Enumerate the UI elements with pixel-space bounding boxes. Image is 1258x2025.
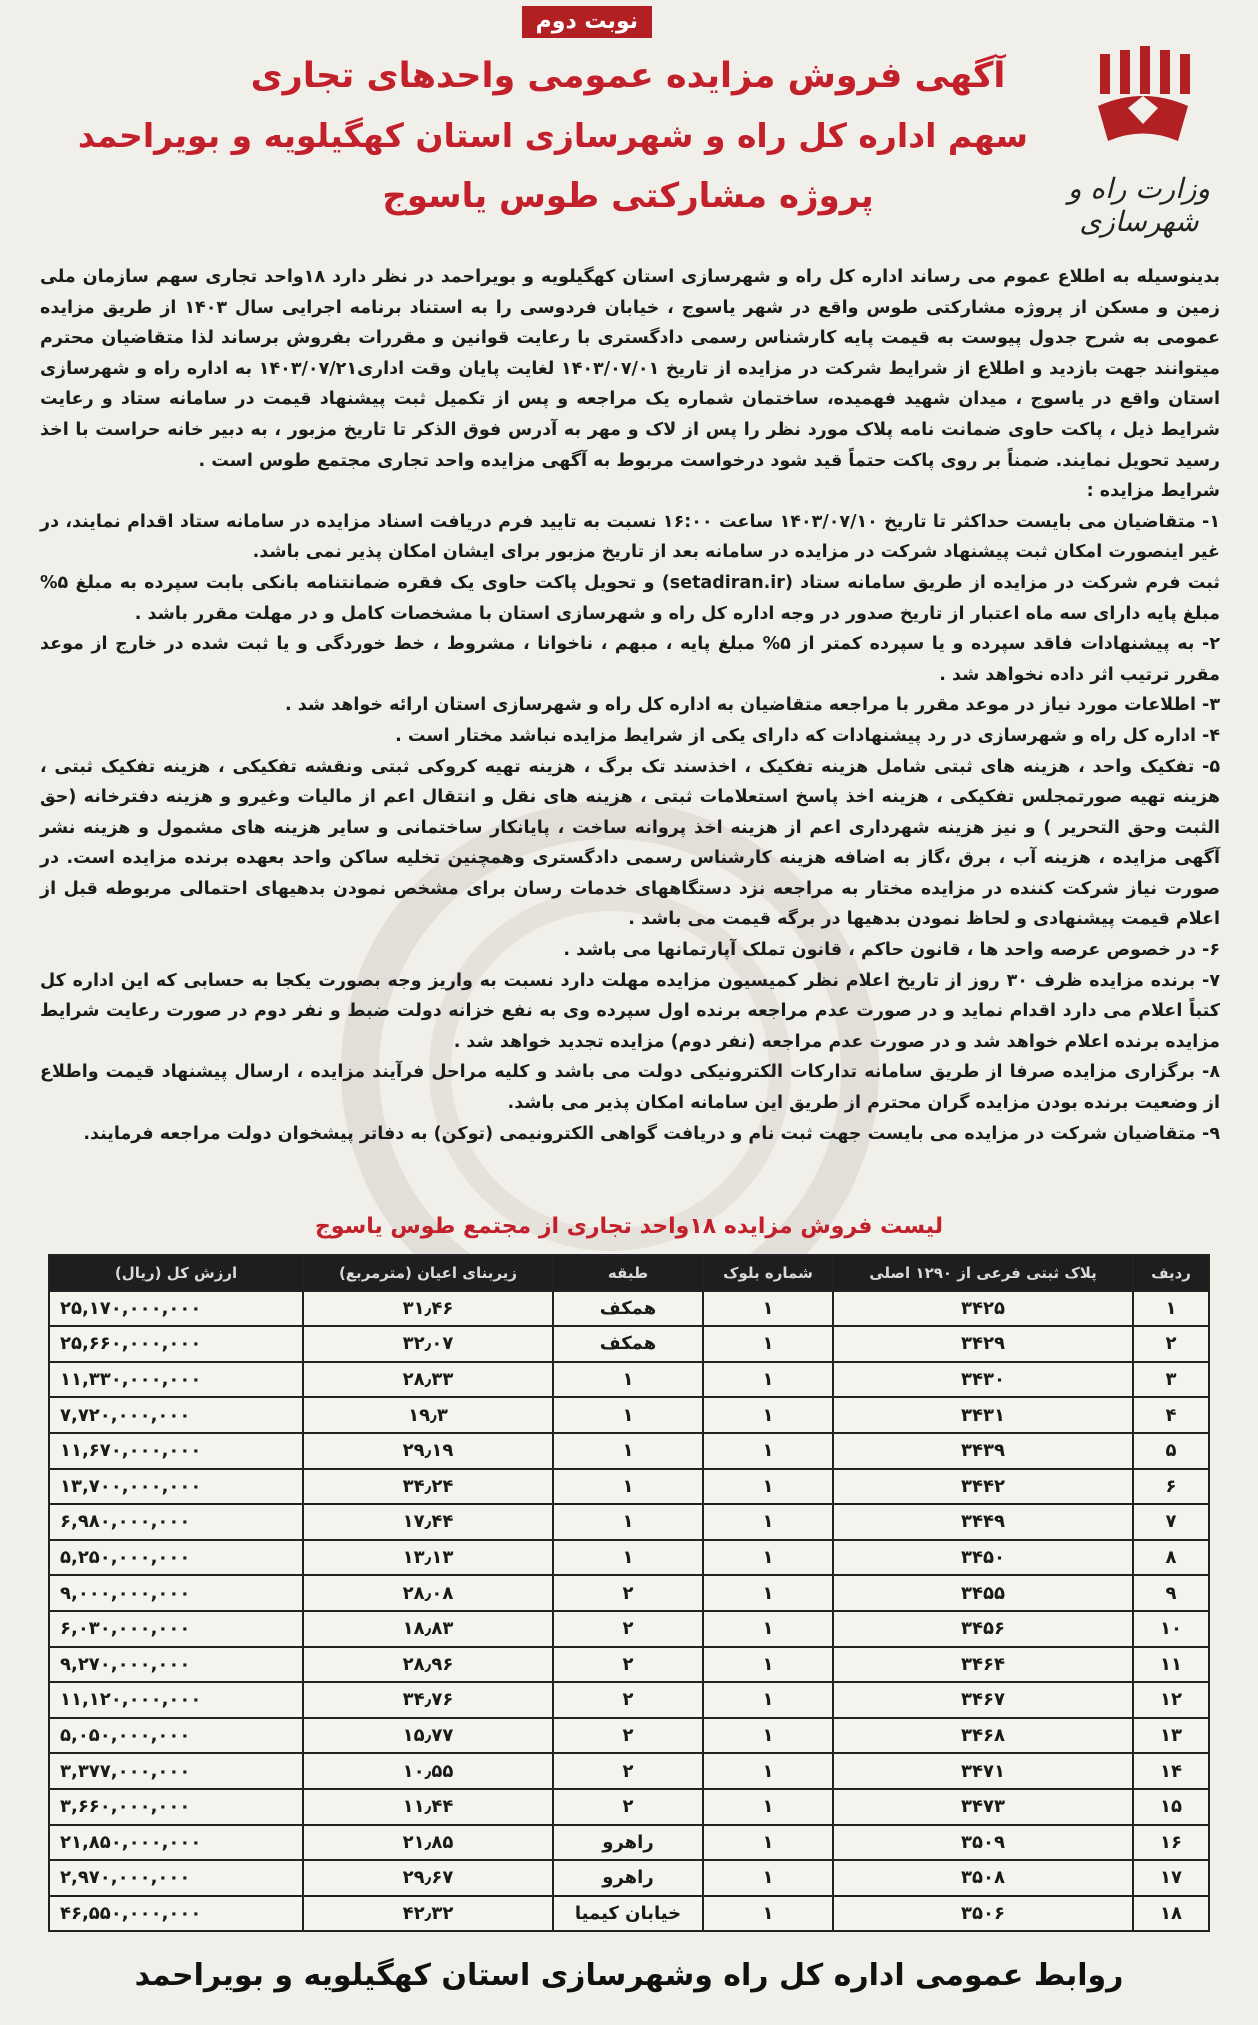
cell-block-number: ۱: [703, 1611, 833, 1647]
cell-plate-number: ۳۴۵۰: [833, 1540, 1133, 1576]
cell-block-number: ۱: [703, 1433, 833, 1469]
cell-plate-number: ۳۴۶۸: [833, 1718, 1133, 1754]
cell-plate-number: ۳۴۵۵: [833, 1575, 1133, 1611]
cell-value: ۵,۰۵۰,۰۰۰,۰۰۰: [49, 1718, 303, 1754]
cell-row-number: ۱: [1133, 1291, 1209, 1327]
cell-value: ۶,۹۸۰,۰۰۰,۰۰۰: [49, 1504, 303, 1540]
condition-5: ۵- تفکیک واحد ، هزینه های ثبتی شامل هزینه تفکیک ، اخذسند تک برگ ، هزینه تهیه کروکی ثبتی ونقشه تفکیکی ، هزینه تفکیک ثبتی ، هزینه تهیه صورتمجلس تفکیکی ، هزینه اخذ پاسخ استعلامات ثبتی ، هزینه های نقل و انتقال اعم از مالیات وغیرو و هزینه دفترخانه (حق الثبت وحق التحریر ) و نیز هزینه شهرداری اعم از هزینه اخذ پروانه ساخت ، پایانکار ساختمانی و سایر هزینه های مشمول و هزینه نشر آگهی مزایده ، هزینه آب ، برق ،گاز به اضافه هزینه کارشناس رسمی دادگستری وهمچنین تخلیه ساکن واحد بعهده برنده مزایده است. در صورت نیاز شرکت کننده در مزایده مختار به مراجعه نزد دستگاههای خدمات رسان برای مشخص نمودن بدهیهای احتمالی مربوطه قبل از اعلام قیمت پیشنهادی و لحاظ نمودن بدهیها در برگه قیمت می باشد .: [40, 756, 1220, 930]
table-row: [49, 1575, 1209, 1611]
cell-value: ۲۵,۱۷۰,۰۰۰,۰۰۰: [49, 1291, 303, 1327]
cell-row-number: ۱۲: [1133, 1682, 1209, 1718]
table-row: [49, 1753, 1209, 1789]
ministry-emblem-icon: [1088, 46, 1198, 146]
condition-3: ۳- اطلاعات مورد نیاز در موعد مقرر با مراجعه متقاضیان به اداره کل راه و شهرسازی استان ارائه خواهد شد .: [285, 695, 1220, 716]
cell-block-number: ۱: [703, 1647, 833, 1683]
col-header-value: ارزش کل (ریال): [49, 1255, 303, 1291]
cell-row-number: ۲: [1133, 1326, 1209, 1362]
col-header-block: شماره بلوک: [703, 1255, 833, 1291]
cell-value: ۵,۲۵۰,۰۰۰,۰۰۰: [49, 1540, 303, 1576]
cell-block-number: ۱: [703, 1896, 833, 1932]
edition-badge: نوبت دوم: [522, 6, 652, 38]
cell-block-number: ۱: [703, 1682, 833, 1718]
cell-block-number: ۱: [703, 1540, 833, 1576]
cell-value: ۲۱,۸۵۰,۰۰۰,۰۰۰: [49, 1825, 303, 1861]
cell-row-number: ۳: [1133, 1362, 1209, 1398]
cell-block-number: ۱: [703, 1326, 833, 1362]
title-block: [77, 46, 1028, 226]
cell-block-number: ۱: [703, 1504, 833, 1540]
cell-area: ۳۱٫۴۶: [303, 1291, 553, 1327]
cell-floor: راهرو: [553, 1825, 703, 1861]
cell-area: ۲۹٫۱۹: [303, 1433, 553, 1469]
table-row: [49, 1860, 1209, 1896]
cell-block-number: ۱: [703, 1469, 833, 1505]
cell-plate-number: ۳۴۳۱: [833, 1397, 1133, 1433]
table-row: [49, 1789, 1209, 1825]
cell-plate-number: ۳۴۶۴: [833, 1647, 1133, 1683]
cell-value: ۱۱,۳۳۰,۰۰۰,۰۰۰: [49, 1362, 303, 1398]
cell-floor: همکف: [553, 1326, 703, 1362]
cell-block-number: ۱: [703, 1753, 833, 1789]
col-header-plate: پلاک ثبتی فرعی از ۱۲۹۰ اصلی: [833, 1255, 1133, 1291]
cell-floor: ۲: [553, 1789, 703, 1825]
table-row: [49, 1291, 1209, 1327]
cell-value: ۲۵,۶۶۰,۰۰۰,۰۰۰: [49, 1326, 303, 1362]
cell-floor: ۲: [553, 1682, 703, 1718]
cell-row-number: ۶: [1133, 1469, 1209, 1505]
cell-value: ۱۳,۷۰۰,۰۰۰,۰۰۰: [49, 1469, 303, 1505]
intro-paragraph: بدینوسیله به اطلاع عموم می رساند اداره کل راه و شهرسازی استان کهگیلویه و بویراحمد در نظر دارد ۱۸واحد تجاری سهم سازمان ملی زمین و مسکن از پروژه مشارکتی طوس واقع در شهر یاسوج ، خیابان فردوسی را به استناد برنامه اجرایی سال ۱۴۰۳ از طریق مزایده عمومی به شرح جدول پیوست به قیمت پایه کارشناس رسمی دادگستری با رعایت قوانین و مقررات بفروش برساند لذا متقاضیان محترم میتوانند جهت بازدید و اطلاع از شرایط شرکت در مزایده از تاریخ ۱۴۰۳/۰۷/۰۱ لغایت پایان وقت اداری۱۴۰۳/۰۷/۲۱ به اداره راه و شهرسازی استان واقع در یاسوج ، میدان شهید فهمیده، ساختمان شماره یک مراجعه و پس از تکمیل ثبت پیشنهاد قیمت در سامانه ستاد و رعایت شرایط ذیل ، پاکت حاوی ضمانت نامه پلاک مورد نظر را پس از لاک و مهر به آدرس فوق الذکر تا تاریخ مزبور ، به دبیر خانه حراست با اخذ رسید تحویل نمایند. ضمناً بر روی پاکت حتماً قید شود درخواست مربوط به آگهی مزایده واحد تجاری مجتمع طوس است .: [40, 267, 1221, 471]
cell-area: ۱۱٫۴۴: [303, 1789, 553, 1825]
cell-row-number: ۱۴: [1133, 1753, 1209, 1789]
conditions-heading: شرایط مزایده :: [1086, 481, 1220, 502]
ministry-name: وزارت راه و شهرسازی: [1068, 172, 1210, 238]
col-header-floor: طبقه: [553, 1255, 703, 1291]
cell-plate-number: ۳۵۰۶: [833, 1896, 1133, 1932]
title-line-1: آگهی فروش مزایده عمومی واحدهای تجاری: [250, 56, 1006, 96]
cell-value: ۱۱,۱۲۰,۰۰۰,۰۰۰: [49, 1682, 303, 1718]
cell-floor: ۲: [553, 1575, 703, 1611]
cell-value: ۶,۰۳۰,۰۰۰,۰۰۰: [49, 1611, 303, 1647]
cell-area: ۳۲٫۰۷: [303, 1326, 553, 1362]
condition-1b: [40, 568, 1220, 629]
announcement-body: [40, 262, 1220, 1149]
table-row: [49, 1611, 1209, 1647]
cell-area: ۲۱٫۸۵: [303, 1825, 553, 1861]
cell-block-number: ۱: [703, 1825, 833, 1861]
cell-plate-number: ۳۴۳۰: [833, 1362, 1133, 1398]
cell-value: ۴۶,۵۵۰,۰۰۰,۰۰۰: [49, 1896, 303, 1932]
cell-plate-number: ۳۴۵۶: [833, 1611, 1133, 1647]
condition-1b-part1: ثبت فرم شرکت در مزایده از طریق سامانه ستاد (: [784, 572, 1220, 593]
cell-plate-number: ۳۴۲۹: [833, 1326, 1133, 1362]
cell-area: ۲۹٫۶۷: [303, 1860, 553, 1896]
cell-block-number: ۱: [703, 1789, 833, 1825]
table-row: [49, 1397, 1209, 1433]
condition-4: ۴- اداره کل راه و شهرسازی در رد پیشنهادات که دارای یکی از شرایط مزایده نباشد مختار است .: [395, 725, 1220, 746]
cell-plate-number: ۳۵۰۸: [833, 1860, 1133, 1896]
table-row: [49, 1433, 1209, 1469]
cell-floor: ۲: [553, 1647, 703, 1683]
table-row: [49, 1326, 1209, 1362]
table-header-row: [49, 1255, 1209, 1291]
cell-floor: ۱: [553, 1504, 703, 1540]
table-row: [49, 1362, 1209, 1398]
cell-row-number: ۱۷: [1133, 1860, 1209, 1896]
cell-area: ۱۷٫۴۴: [303, 1504, 553, 1540]
cell-block-number: ۱: [703, 1718, 833, 1754]
title-line-3: پروژه مشارکتی طوس یاسوج: [382, 176, 874, 216]
cell-value: ۱۱,۶۷۰,۰۰۰,۰۰۰: [49, 1433, 303, 1469]
table-row: [49, 1682, 1209, 1718]
cell-floor: راهرو: [553, 1860, 703, 1896]
condition-2: ۲- به پیشنهادات فاقد سپرده و یا سپرده کمتر از ۵% مبلغ پایه ، مبهم ، ناخوانا ، مشروط ، خط خوردگی و یا ثبت شده در خارج از موعد مقرر ترتیب اثر داده نخواهد شد .: [40, 634, 1220, 685]
cell-value: ۳,۳۷۷,۰۰۰,۰۰۰: [49, 1753, 303, 1789]
title-line-2: سهم اداره کل راه و شهرسازی استان کهگیلویه و بویراحمد: [77, 116, 1028, 155]
cell-row-number: ۸: [1133, 1540, 1209, 1576]
cell-block-number: ۱: [703, 1291, 833, 1327]
cell-area: ۱۳٫۱۳: [303, 1540, 553, 1576]
condition-6: ۶- در خصوص عرصه واحد ها ، قانون حاکم ، قانون تملک آپارتمانها می باشد .: [563, 940, 1220, 961]
cell-floor: خیابان کیمیا: [553, 1896, 703, 1932]
cell-plate-number: ۳۴۷۳: [833, 1789, 1133, 1825]
cell-value: ۹,۲۷۰,۰۰۰,۰۰۰: [49, 1647, 303, 1683]
units-table-body: [49, 1291, 1209, 1932]
cell-area: ۲۸٫۳۳: [303, 1362, 553, 1398]
list-title: لیست فروش مزایده ۱۸واحد تجاری از مجتمع طوس یاسوج: [314, 1214, 944, 1239]
cell-value: ۳,۶۶۰,۰۰۰,۰۰۰: [49, 1789, 303, 1825]
table-row: [49, 1540, 1209, 1576]
cell-row-number: ۴: [1133, 1397, 1209, 1433]
col-header-row-no: ردیف: [1133, 1255, 1209, 1291]
cell-row-number: ۱۸: [1133, 1896, 1209, 1932]
cell-row-number: ۱۳: [1133, 1718, 1209, 1754]
cell-plate-number: ۳۴۶۷: [833, 1682, 1133, 1718]
table-row: [49, 1504, 1209, 1540]
cell-floor: ۱: [553, 1469, 703, 1505]
cell-area: ۲۸٫۰۸: [303, 1575, 553, 1611]
cell-area: ۱۵٫۷۷: [303, 1718, 553, 1754]
cell-plate-number: ۳۴۲۵: [833, 1291, 1133, 1327]
table-row: [49, 1896, 1209, 1932]
cell-block-number: ۱: [703, 1860, 833, 1896]
condition-1: ۱- متقاضیان می بایست حداکثر تا تاریخ ۱۴۰۳/۰۷/۱۰ ساعت ۱۶:۰۰ نسبت به تایید فرم دریافت اسناد مزایده در سامانه ستاد اقدام نمایند، در غیر اینصورت امکان ثبت پیشنهاد شرکت در مزایده در سامانه بعد از تاریخ مزبور برای ایشان امکان پذیر نمی باشد.: [40, 511, 1221, 563]
table-row: [49, 1469, 1209, 1505]
units-table: [48, 1254, 1210, 1932]
cell-value: ۹,۰۰۰,۰۰۰,۰۰۰: [49, 1575, 303, 1611]
cell-block-number: ۱: [703, 1362, 833, 1398]
cell-area: ۴۲٫۳۲: [303, 1896, 553, 1932]
cell-row-number: ۱۰: [1133, 1611, 1209, 1647]
cell-floor: ۲: [553, 1718, 703, 1754]
col-header-area: زیربنای اعیان (مترمربع): [303, 1255, 553, 1291]
table-row: [49, 1718, 1209, 1754]
cell-value: ۲,۹۷۰,۰۰۰,۰۰۰: [49, 1860, 303, 1896]
cell-floor: ۱: [553, 1362, 703, 1398]
setadiran-link[interactable]: setadiran.ir: [669, 572, 785, 593]
cell-row-number: ۱۶: [1133, 1825, 1209, 1861]
condition-1b-part2: ) و تحویل پاکت حاوی یک فقره ضمانتنامه بانکی بابت سپرده به مبلغ ۵% مبلغ پایه دارای سه ماه اعتبار از تاریخ صدور در وجه اداره کل راه و شهرسازی استان با مشخصات کامل و در مهلت مقرر باشد .: [40, 572, 1220, 624]
cell-floor: ۱: [553, 1433, 703, 1469]
condition-8: ۸- برگزاری مزایده صرفا از طریق سامانه تدارکات الکترونیکی دولت می باشد و کلیه مراحل فرآیند مزایده ، ارسال پیشنهاد قیمت واطلاع از وضعیت برنده بودن مزایده گران محترم از طریق این سامانه امکان پذیر می باشد.: [40, 1062, 1220, 1114]
cell-plate-number: ۳۴۳۹: [833, 1433, 1133, 1469]
cell-block-number: ۱: [703, 1397, 833, 1433]
cell-floor: ۱: [553, 1540, 703, 1576]
cell-plate-number: ۳۴۴۲: [833, 1469, 1133, 1505]
cell-floor: ۲: [553, 1611, 703, 1647]
cell-floor: ۱: [553, 1397, 703, 1433]
cell-row-number: ۷: [1133, 1504, 1209, 1540]
cell-plate-number: ۳۵۰۹: [833, 1825, 1133, 1861]
table-row: [49, 1647, 1209, 1683]
cell-plate-number: ۳۴۷۱: [833, 1753, 1133, 1789]
cell-row-number: ۱۵: [1133, 1789, 1209, 1825]
cell-floor: ۲: [553, 1753, 703, 1789]
table-row: [49, 1825, 1209, 1861]
cell-floor: همکف: [553, 1291, 703, 1327]
cell-area: ۳۴٫۷۶: [303, 1682, 553, 1718]
cell-area: ۱۹٫۳: [303, 1397, 553, 1433]
cell-row-number: ۱۱: [1133, 1647, 1209, 1683]
condition-9: ۹- متقاضیان شرکت در مزایده می بایست جهت ثبت نام و دریافت گواهی الکترونیمی (توکن) به دفاتر پیشخوان دولت مراجعه فرمایند.: [83, 1123, 1220, 1144]
cell-block-number: ۱: [703, 1575, 833, 1611]
footer-public-relations: روابط عمومی اداره کل راه وشهرسازی استان کهگیلویه و بویراحمد: [134, 1958, 1124, 1993]
cell-row-number: ۹: [1133, 1575, 1209, 1611]
cell-area: ۱۸٫۸۳: [303, 1611, 553, 1647]
condition-7: ۷- برنده مزایده ظرف ۳۰ روز از تاریخ اعلام نظر کمیسیون مزایده مهلت دارد نسبت به واریز وجه بصورت یکجا به حسابی که این اداره کل کتباً اعلام می دارد اقدام نماید و در صورت عدم مراجعه برنده اول سپرده وی به نفع خزانه دولت ضبط و نفر دوم در صورت رعایت شرایط مزایده برنده اعلام خواهد شد و در صورت عدم مراجعه (نفر دوم) مزایده تجدید خواهد شد .: [40, 970, 1221, 1052]
cell-row-number: ۵: [1133, 1433, 1209, 1469]
cell-value: ۷,۷۲۰,۰۰۰,۰۰۰: [49, 1397, 303, 1433]
cell-area: ۳۴٫۲۴: [303, 1469, 553, 1505]
cell-area: ۲۸٫۹۶: [303, 1647, 553, 1683]
cell-area: ۱۰٫۵۵: [303, 1753, 553, 1789]
cell-plate-number: ۳۴۴۹: [833, 1504, 1133, 1540]
